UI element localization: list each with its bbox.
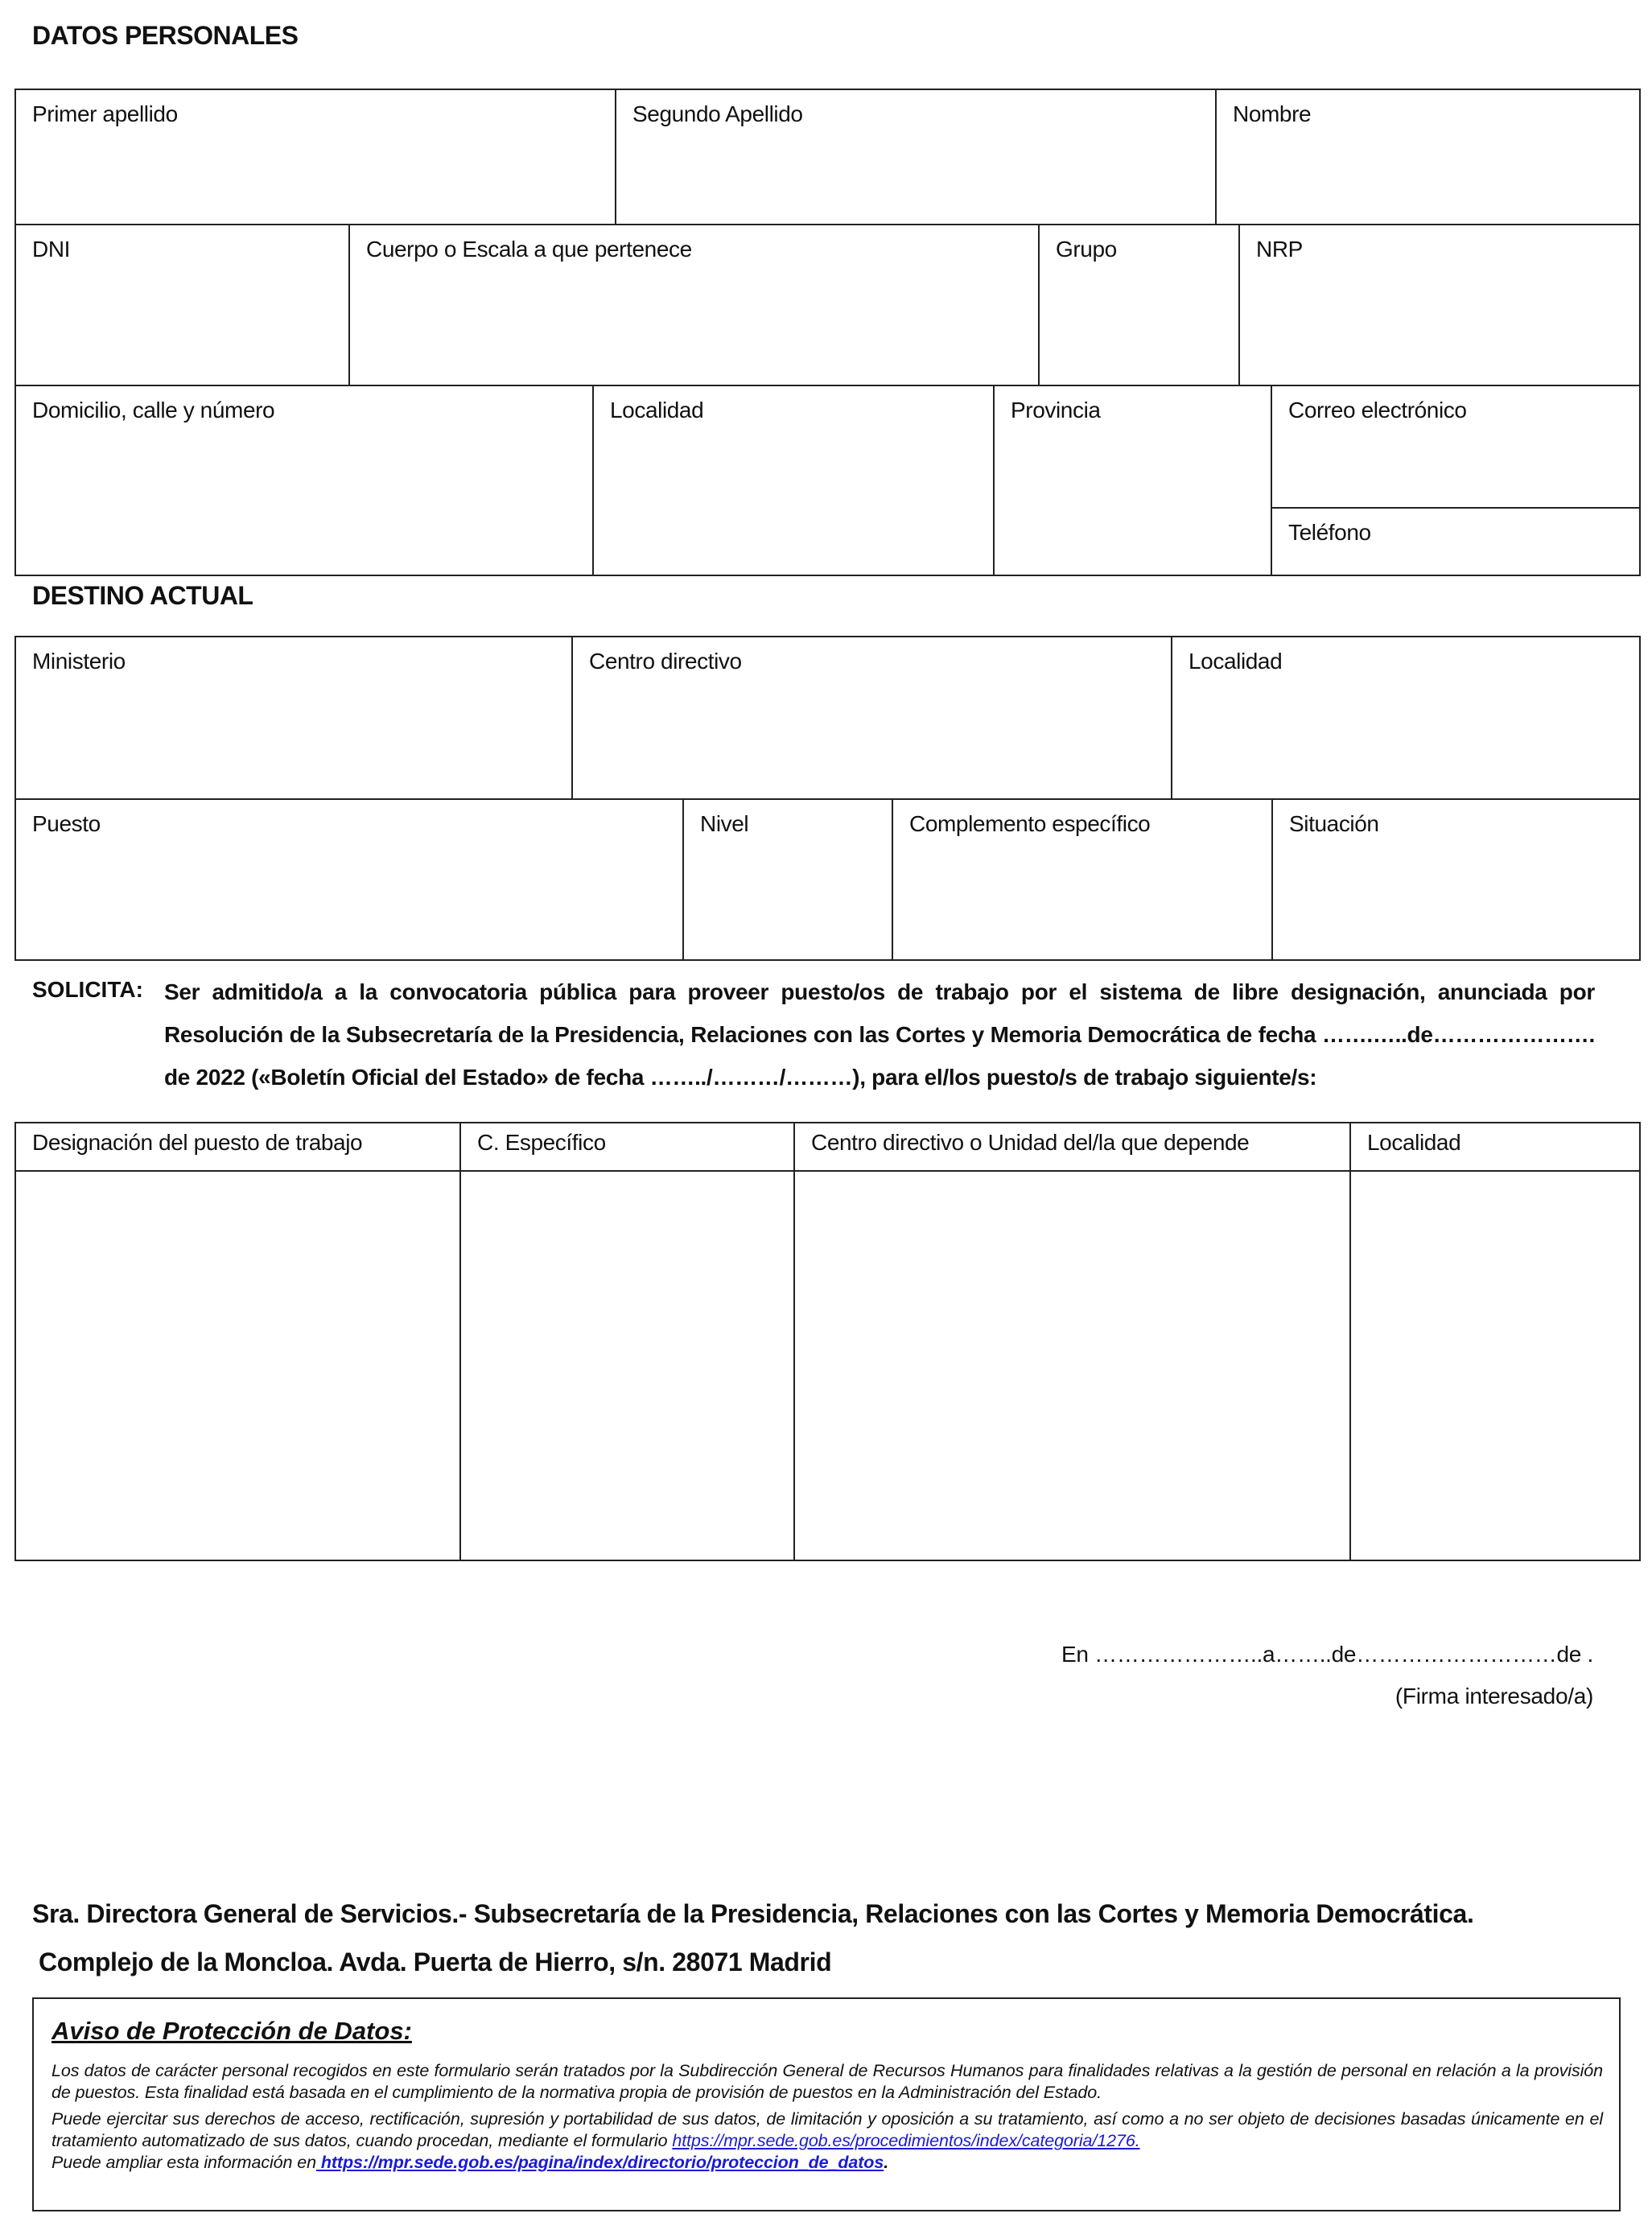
label-nivel: Nivel — [700, 811, 749, 836]
section-title-datos-personales: DATOS PERSONALES — [32, 21, 299, 50]
contact-cell — [1271, 385, 1640, 575]
field-situacion[interactable] — [1272, 799, 1640, 960]
label-complemento: Complemento específico — [909, 811, 1151, 836]
destinatario-line1: Sra. Directora General de Servicios.- Subsecretaría de la Presidencia, Relaciones con las Cortes y Memoria Democrática. — [32, 1899, 1474, 1928]
privacy-paragraph-1: Los datos de carácter personal recogidos en este formulario serán tratados por la Subdirección General de Recursos Humanos para finalidades relativas a la gestión de personal en relación a la provisión de puestos. Esta finalidad está basada en el cumplimiento de la normativa propia de provisión de puestos en la Administración del Estado. — [51, 2061, 1603, 2102]
label-nrp: NRP — [1256, 237, 1303, 262]
privacy-paragraph-3-text: Puede ampliar esta información en — [51, 2153, 316, 2172]
label-destino-localidad: Localidad — [1189, 649, 1283, 674]
label-localidad: Localidad — [610, 398, 704, 422]
label-dni: DNI — [32, 237, 71, 262]
field-nivel[interactable] — [683, 799, 892, 960]
label-segundo-apellido: Segundo Apellido — [632, 101, 803, 126]
solicita-text: Ser admitido/a a la convocatoria pública para proveer puesto/os de trabajo por el sistema de libre designación, anunciada por Resolución de la Subsecretaría de la Presidencia, Relaciones con las Cortes y Memoria Democrática de fecha …….…..de…………………. de 2022 («Boletín Oficial del Estado» de fecha ……../………/………), para el/los puesto/s de trabajo siguiente/s: — [164, 979, 1595, 1090]
label-centro-directivo: Centro directivo — [589, 649, 742, 674]
label-puesto: Puesto — [32, 811, 101, 836]
solicita-label: SOLICITA: — [32, 977, 143, 1002]
input-designacion[interactable] — [15, 1171, 460, 1560]
field-grupo[interactable] — [1039, 225, 1239, 385]
field-segundo-apellido[interactable] — [616, 89, 1216, 225]
label-grupo: Grupo — [1056, 237, 1117, 262]
section-title-destino-actual: DESTINO ACTUAL — [32, 581, 253, 610]
destino-actual-row1 — [14, 636, 1641, 800]
field-cuerpo[interactable] — [349, 225, 1039, 385]
datos-personales-row1 — [14, 89, 1641, 225]
field-domicilio[interactable] — [15, 385, 593, 575]
input-localidad[interactable] — [1350, 1171, 1640, 1560]
field-localidad[interactable] — [593, 385, 994, 575]
privacy-title: Aviso de Protección de Datos: — [51, 2017, 412, 2045]
header-centro-unidad: Centro directivo o Unidad del/la que depende — [794, 1123, 1350, 1171]
puestos-table — [14, 1122, 1641, 1561]
field-provincia[interactable] — [994, 385, 1271, 575]
privacy-form-link[interactable]: https://mpr.sede.gob.es/procedimientos/index/categoria/1276. — [672, 2131, 1140, 2150]
field-telefono[interactable] — [1272, 509, 1639, 576]
destinatario-line2: Complejo de la Moncloa. Avda. Puerta de Hierro, s/n. 28071 Madrid — [39, 1948, 832, 1976]
label-domicilio: Domicilio, calle y número — [32, 398, 275, 422]
privacy-notice-box — [32, 1997, 1621, 2211]
label-primer-apellido: Primer apellido — [32, 101, 178, 126]
field-correo[interactable] — [1272, 386, 1639, 509]
input-c-especifico[interactable] — [460, 1171, 794, 1560]
label-provincia: Provincia — [1011, 398, 1101, 422]
field-dni[interactable] — [15, 225, 349, 385]
header-c-especifico: C. Específico — [460, 1123, 794, 1171]
label-nombre: Nombre — [1233, 101, 1312, 126]
puestos-body-row — [15, 1171, 1640, 1560]
field-complemento[interactable] — [892, 799, 1272, 960]
datos-personales-row3 — [14, 385, 1641, 576]
label-cuerpo: Cuerpo o Escala a que pertenece — [366, 237, 692, 262]
destino-actual-row2 — [14, 798, 1641, 961]
field-puesto[interactable] — [15, 799, 683, 960]
puestos-header-row — [15, 1123, 1640, 1171]
firma-place-date: En …………………..a……..de………………………de . — [1061, 1642, 1593, 1667]
label-situacion: Situación — [1289, 811, 1379, 836]
datos-personales-row2 — [14, 224, 1641, 386]
privacy-paragraph-2 — [51, 2108, 1603, 2152]
field-ministerio[interactable] — [15, 637, 572, 799]
privacy-paragraph-2-text: Puede ejercitar sus derechos de acceso, rectificación, supresión y portabilidad de sus datos, de limitación y oposición a su tratamiento, así como a no ser objeto de decisiones basadas únicamente en el tratamiento automatizado de sus datos, cuando procedan, mediante el formulario — [51, 2109, 1603, 2150]
privacy-paragraph-3-end: . — [884, 2153, 889, 2172]
label-ministerio: Ministerio — [32, 649, 126, 674]
header-localidad: Localidad — [1350, 1123, 1640, 1171]
field-destino-localidad[interactable] — [1172, 637, 1640, 799]
header-designacion: Designación del puesto de trabajo — [15, 1123, 460, 1171]
label-correo: Correo electrónico — [1288, 398, 1467, 422]
field-nrp[interactable] — [1239, 225, 1640, 385]
field-nombre[interactable] — [1216, 89, 1640, 225]
label-telefono: Teléfono — [1288, 520, 1371, 545]
privacy-info-link[interactable]: https://mpr.sede.gob.es/pagina/index/directorio/proteccion_de_datos — [315, 2153, 884, 2172]
privacy-paragraph-3 — [51, 2152, 1603, 2174]
field-centro-directivo[interactable] — [572, 637, 1172, 799]
firma-label: (Firma interesado/a) — [1395, 1684, 1593, 1708]
field-primer-apellido[interactable] — [15, 89, 616, 225]
input-centro-unidad[interactable] — [794, 1171, 1350, 1560]
